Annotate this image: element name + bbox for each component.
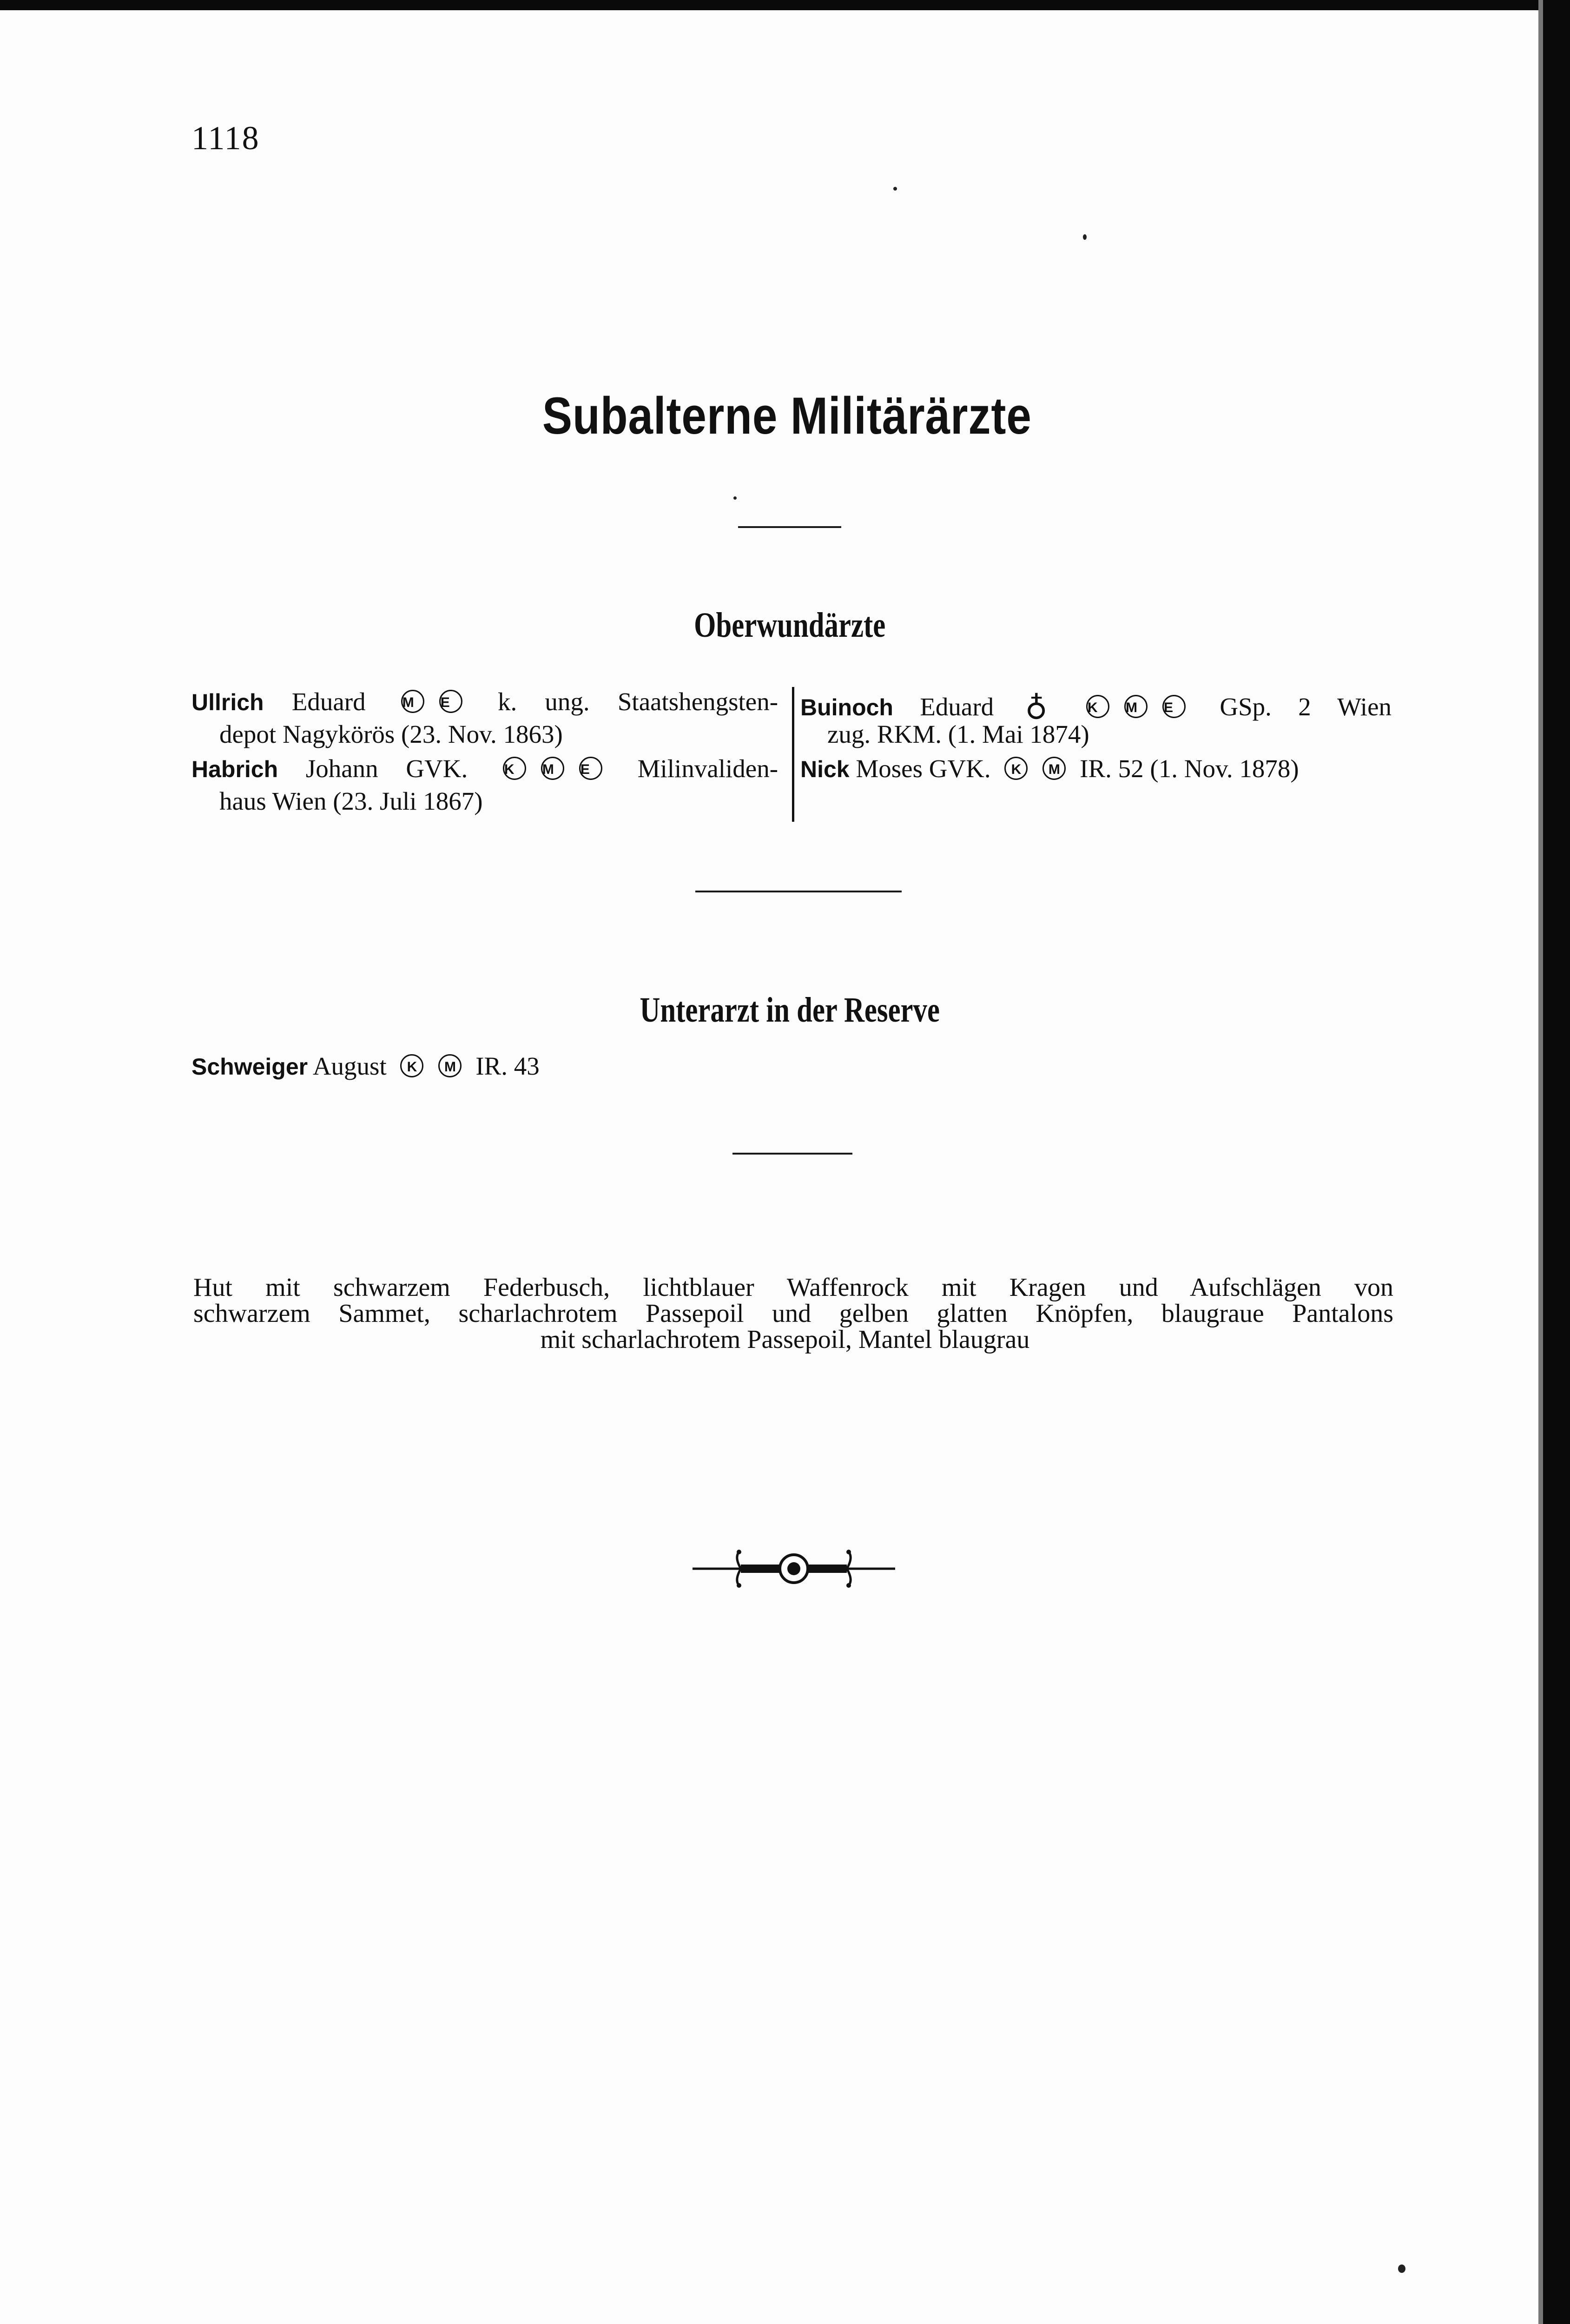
decoration-m-icon: M [541, 757, 564, 780]
medal-icon: ♁ [1025, 688, 1048, 722]
decoration-m-icon: M [1124, 695, 1148, 718]
entry-name: Habrich [191, 756, 278, 782]
entry-habrich-line1: Habrich Johann GVK. K M E Milinvaliden- [191, 754, 778, 783]
entry-buinoch-line1: Buinoch Eduard ♁ K M E GSp. 2 Wien [800, 688, 1392, 722]
decoration-m-icon: M [1042, 757, 1066, 780]
page-title: Subalterne Militärärzte [542, 387, 1032, 445]
entry-nick-line1: Nick Moses GVK. K M IR. 52 (1. Nov. 1878) [800, 754, 1299, 783]
scan-border-right-shadow [1538, 0, 1543, 2324]
entry-name: Nick [800, 756, 850, 782]
decoration-e-icon: E [439, 690, 462, 713]
scan-border-right [1543, 0, 1570, 2324]
entry-name: Buinoch [800, 694, 893, 720]
entry-buinoch-line2: zug. RKM. (1. Mai 1874) [827, 720, 1089, 748]
decoration-e-icon: E [579, 757, 602, 780]
section-rule [695, 891, 902, 892]
entry-habrich-line2: haus Wien (23. Juli 1867) [219, 787, 483, 815]
column-divider [792, 687, 794, 822]
decoration-k-icon: K [503, 757, 526, 780]
decoration-k-icon: K [1004, 757, 1028, 780]
entry-name: Ullrich [191, 689, 264, 715]
decoration-k-icon: K [1086, 695, 1109, 718]
scan-speck [1398, 2265, 1405, 2273]
entry-name: Schweiger [191, 1054, 308, 1080]
decoration-m-icon: M [401, 690, 424, 713]
decoration-k-icon: K [400, 1054, 423, 1077]
section-rule [732, 1153, 852, 1155]
uniform-description-line1: Hut mit schwarzem Federbusch, lichtblauer Waffenrock mit Kragen und Aufschlägen von [193, 1273, 1393, 1302]
title-rule [738, 526, 841, 528]
entry-ullrich-line2: depot Nagykörös (23. Nov. 1863) [219, 720, 563, 748]
scan-speck [733, 496, 737, 500]
ornament-vignette-icon [693, 1548, 895, 1590]
decoration-m-icon: M [438, 1054, 462, 1077]
uniform-description-line3: mit scharlachrotem Passepoil, Mantel blaugrau [540, 1325, 1030, 1354]
page-number: 1118 [191, 119, 260, 157]
section-heading-oberwundaerzte: Oberwundärzte [694, 606, 886, 645]
decoration-e-icon: E [1162, 695, 1186, 718]
scan-speck [893, 187, 897, 191]
section-heading-reserve: Unterarzt in der Reserve [640, 990, 940, 1030]
entry-schweiger: Schweiger August K M IR. 43 [191, 1052, 540, 1080]
scan-speck [1083, 234, 1087, 240]
entry-ullrich-line1: Ullrich Eduard M E k. ung. Staatshengsten- [191, 687, 778, 716]
uniform-description-line2: schwarzem Sammet, scharlachrotem Passepoil und gelben glatten Knöpfen, blaugraue Pantalons [193, 1299, 1393, 1328]
scan-border-top [0, 0, 1570, 10]
